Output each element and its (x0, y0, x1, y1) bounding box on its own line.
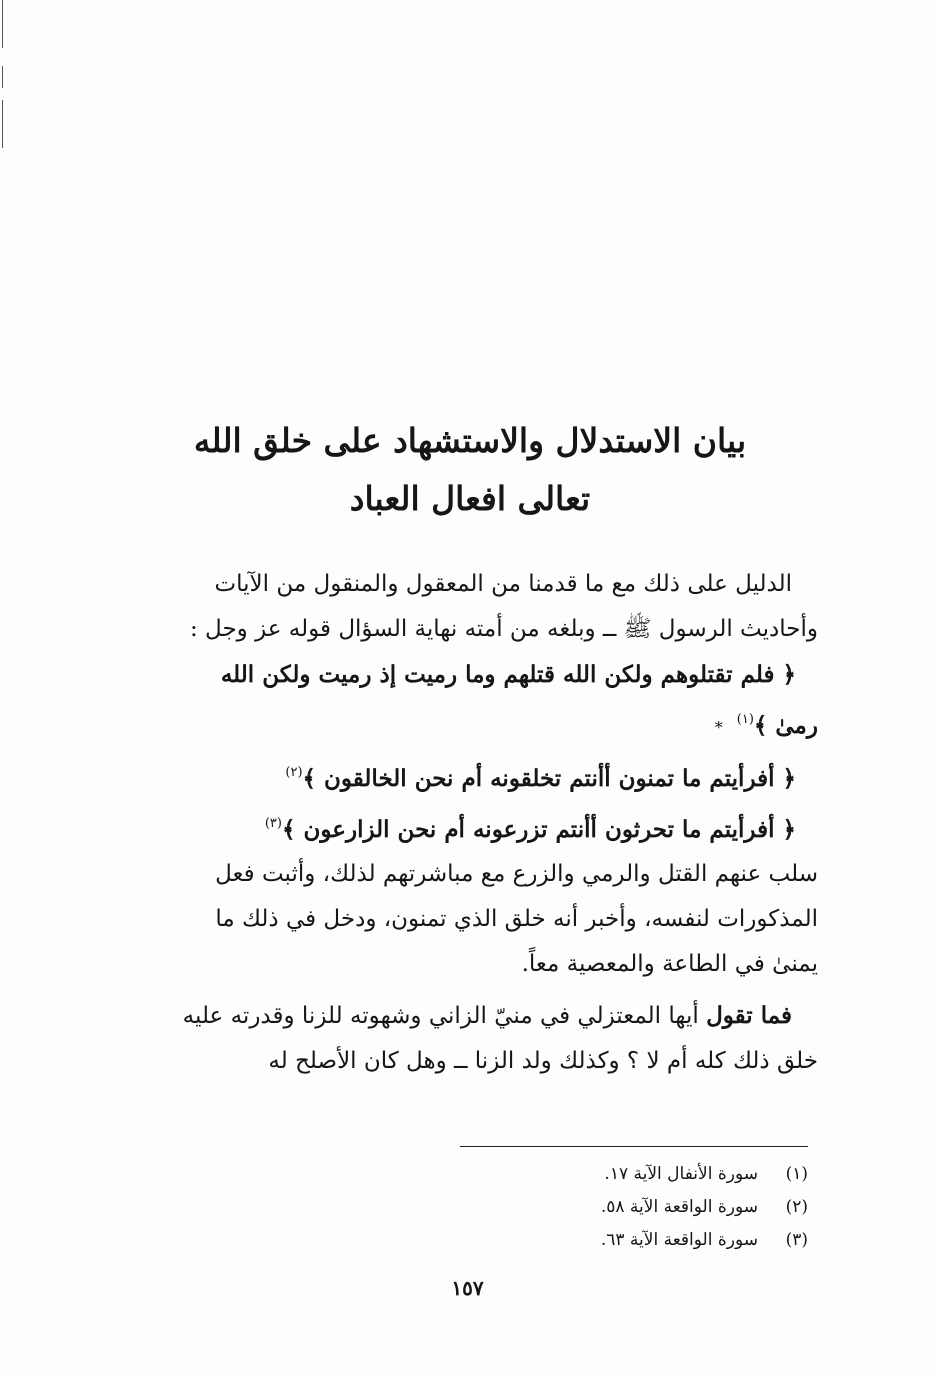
paragraph-3-line-1 (118, 993, 818, 1039)
verse-2 (118, 750, 818, 801)
footnote-text: سورة الواقعة الآية ٥٨. (600, 1197, 758, 1217)
body-text (118, 562, 818, 1084)
footnote-ref-2: (٢) (285, 765, 303, 780)
paragraph-2-line-2: المذكورات لنفسه، وأخبر أنه خلق الذي تمنون، ودخل في ذلك ما (215, 906, 818, 932)
chapter-title (130, 412, 810, 528)
page-number: ١٥٧ (451, 1276, 484, 1300)
paragraph-1-line-1: الدليل على ذلك مع ما قدمنا من المعقول والمنقول من الآيات (214, 571, 792, 597)
footnote-2 (460, 1191, 808, 1224)
verse-2-text: ﴿ أفرأيتم ما تمنون أأنتم تخلقونه أم نحن الخالقون ﴾ (302, 765, 796, 792)
verse-1-line-2 (118, 697, 818, 750)
footnote-number: (١) (785, 1164, 808, 1184)
paragraph-2-line-3: يمنىٰ في الطاعة والمعصية معاً. (521, 951, 818, 977)
paragraph-3-line-1-text: أيها المعتزلي في منيّ الزاني وشهوته للزنا وقدرته عليه (182, 1003, 707, 1029)
footnote-3 (460, 1224, 808, 1257)
paragraph-3-lead: فما تقول (706, 1002, 792, 1029)
footnote-text: سورة الأنفال الآية ١٧. (604, 1164, 758, 1184)
footnotes (460, 1158, 808, 1257)
footnote-number: (٢) (785, 1197, 808, 1217)
verse-1-text: رمىٰ ﴾ (753, 712, 818, 739)
title-line-1: بيان الاستدلال والاستشهاد على خلق الله (193, 421, 747, 460)
footnote-ref-1: (١) (736, 712, 754, 727)
footnote-divider (460, 1146, 808, 1147)
footnote-1 (460, 1158, 808, 1191)
footnote-number: (٣) (785, 1230, 808, 1250)
title-line-2: تعالى افعال العباد (349, 479, 591, 518)
paragraph-1-line-2: وأحاديث الرسول ﷺ ــ وبلغه من أمته نهاية السؤال قوله عز وجل : (189, 616, 818, 642)
verse-3 (118, 801, 818, 852)
verse-3-text: ﴿ أفرأيتم ما تحرثون أأنتم تزرعونه أم نحن الزارعون ﴾ (281, 816, 796, 843)
verse-1-line-1: ﴿ فلم تقتلوهم ولكن الله قتلهم وما رميت إذ رميت ولكن الله (220, 661, 796, 688)
verse-separator-mark: * (714, 718, 723, 737)
paragraph-2-line-1: سلب عنهم القتل والرمي والزرع مع مباشرتهم لذلك، وأثبت فعل (215, 861, 818, 887)
paragraph-3-line-2: خلق ذلك كله أم لا ؟ وكذلك ولد الزنا ــ وهل كان الأصلح له (268, 1048, 818, 1074)
footnote-ref-3: (٣) (264, 816, 282, 831)
footnote-text: سورة الواقعة الآية ٦٣. (600, 1230, 758, 1250)
